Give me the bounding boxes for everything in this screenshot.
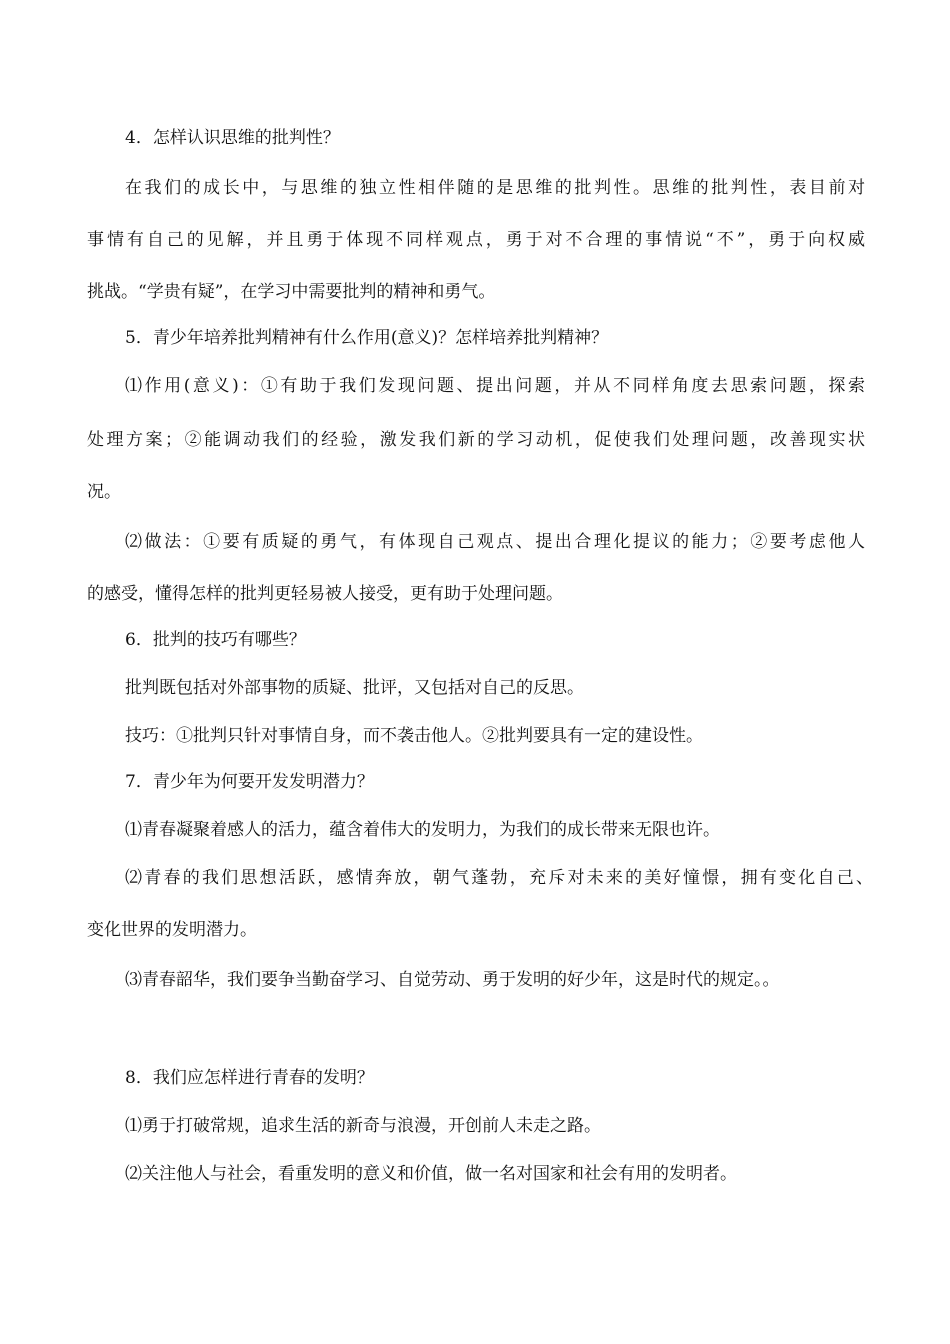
section-4-paragraph-line-1: 在我们的成长中，与思维的独立性相伴随的是思维的批判性。思维的批判性，表目前对 <box>125 178 865 198</box>
section-4-heading: 4．怎样认识思维的批判性？ <box>125 128 340 148</box>
section-7-point-2-line-2: 变化世界的发明潜力。 <box>87 920 257 940</box>
section-4-paragraph-line-2: 事情有自己的见解，并且勇于体现不同样观点，勇于对不合理的事情说“不”，勇于向权威 <box>87 230 865 250</box>
section-5-effect-line-2: 处理方案；②能调动我们的经验，激发我们新的学习动机，促使我们处理问题，改善现实状 <box>87 430 865 450</box>
section-5-effect-line-1: ⑴作用(意义)：①有助于我们发现问题、提出问题，并从不同样角度去思索问题，探索 <box>125 376 865 396</box>
section-6-heading: 6．批判的技巧有哪些？ <box>125 630 306 650</box>
section-5-method-line-2: 的感受，懂得怎样的批判更轻易被人接受，更有助于处理问题。 <box>87 584 563 604</box>
section-6-definition: 批判既包括对外部事物的质疑、批评，又包括对自己的反思。 <box>125 678 584 698</box>
section-5-effect-line-3: 况。 <box>87 482 121 502</box>
section-4-paragraph-line-3: 挑战。“学贵有疑”，在学习中需要批判的精神和勇气。 <box>87 282 496 302</box>
section-8-point-1: ⑴勇于打破常规，追求生活的新奇与浪漫，开创前人未走之路。 <box>125 1116 601 1136</box>
section-7-point-1: ⑴青春凝聚着感人的活力，蕴含着伟大的发明力，为我们的成长带来无限也许。 <box>125 820 720 840</box>
section-8-point-2: ⑵关注他人与社会，看重发明的意义和价值，做一名对国家和社会有用的发明者。 <box>125 1164 737 1184</box>
section-5-heading: 5．青少年培养批判精神有什么作用(意义)？怎样培养批判精神？ <box>125 328 609 348</box>
section-7-point-3: ⑶青春韶华，我们要争当勤奋学习、自觉劳动、勇于发明的好少年，这是时代的规定。。 <box>125 970 780 990</box>
section-7-point-2-line-1: ⑵青春的我们思想活跃，感情奔放，朝气蓬勃，充斥对未来的美好憧憬，拥有变化自己、 <box>125 868 873 888</box>
section-7-heading: 7．青少年为何要开发发明潜力？ <box>125 772 374 792</box>
section-8-heading: 8．我们应怎样进行青春的发明？ <box>125 1068 374 1088</box>
section-5-method-line-1: ⑵做法：①要有质疑的勇气，有体现自己观点、提出合理化提议的能力；②要考虑他人 <box>125 532 865 552</box>
section-6-techniques: 技巧：①批判只针对事情自身，而不袭击他人。②批判要具有一定的建设性。 <box>125 726 703 746</box>
